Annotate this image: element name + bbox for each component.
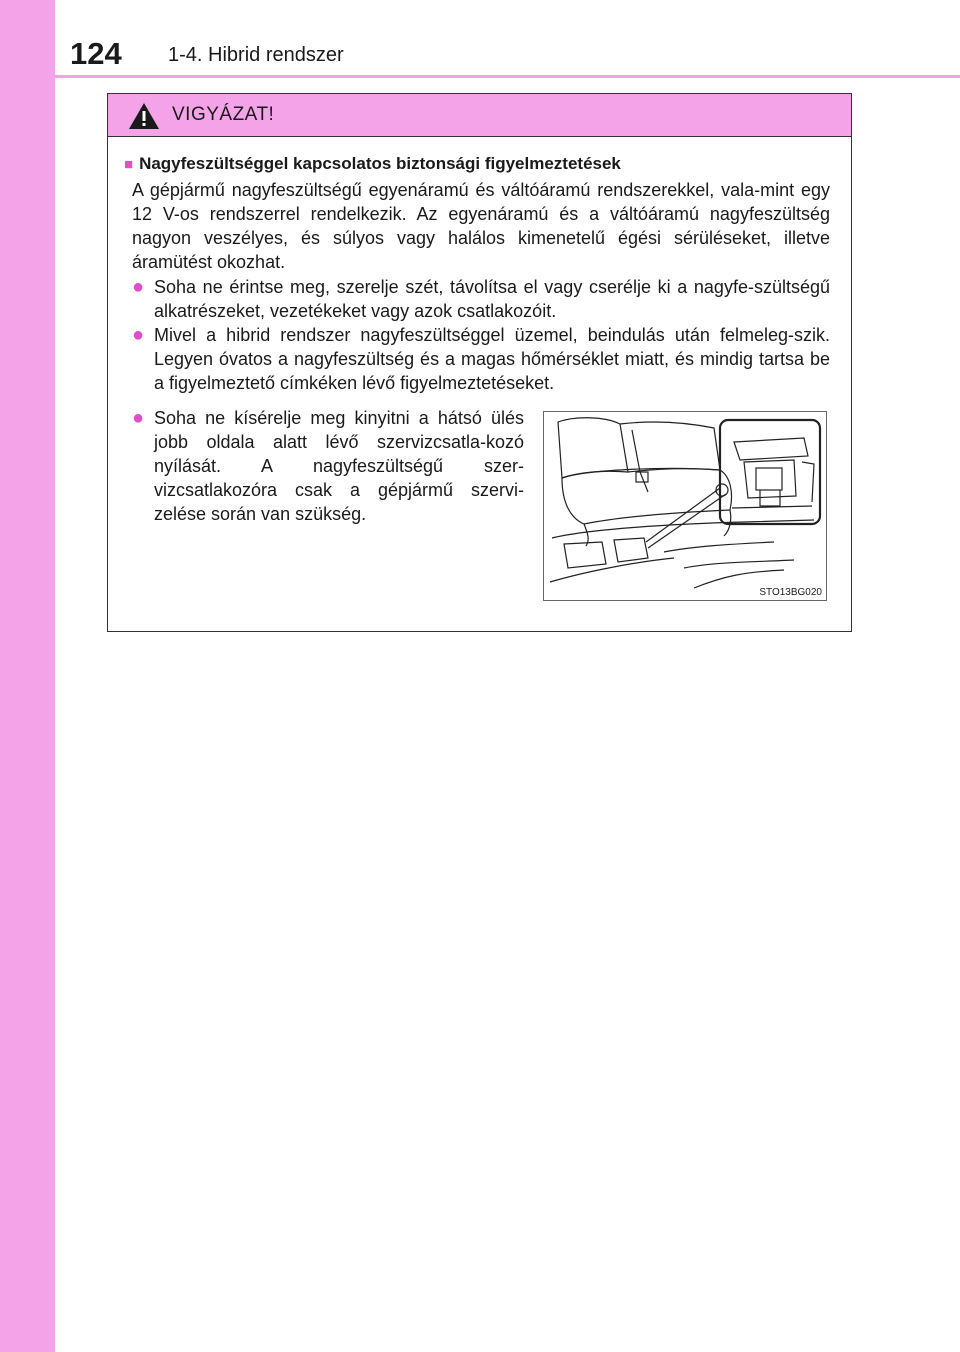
warning-header: [108, 94, 851, 137]
section-title: 1-4. Hibrid rendszer: [168, 44, 344, 66]
warning-heading-text: Nagyfeszültséggel kapcsolatos biztonsági figyelmeztetések: [139, 154, 621, 173]
bullet-item-3: [132, 406, 524, 526]
square-bullet-icon: ■: [124, 156, 134, 173]
service-plug-illustration: [543, 411, 827, 601]
warning-box: [107, 93, 852, 632]
warning-heading: [124, 154, 621, 174]
side-color-strip: [0, 0, 55, 1352]
illustration-code: STO13BG020: [759, 587, 822, 598]
warning-title: VIGYÁZAT!: [172, 104, 275, 125]
header-rule: [55, 75, 960, 78]
page-number: 124: [70, 36, 122, 71]
bullet-text-2: Mivel a hibrid rendszer nagyfeszültséggel üzemel, beindulás után felmeleg-szik. Legyen óvatos a nagyfeszültség és a magas hőmérséklet miatt, és mindig tartsa be a figyelmeztető címkéken lévő figyelmeztetéseket.: [154, 325, 830, 393]
bullet-text-3: Soha ne kísérelje meg kinyitni a hátsó ülés jobb oldala alatt lévő szervizcsatla-kozó nyílását. A nagyfeszültségű szer-vizcsatlakozóra csak a gépjármű szervi-zelése során van szükség.: [154, 408, 524, 524]
circle-bullet-icon: ●: [132, 407, 145, 429]
warning-triangle-icon: [128, 102, 160, 130]
circle-bullet-icon: ●: [132, 324, 145, 346]
bullet-item-1: [132, 275, 830, 323]
bullet-text-1: Soha ne érintse meg, szerelje szét, távolítsa el vagy cserélje ki a nagyfe-szültségű alkatrészeket, vezetékeket vagy azok csatlakozóit.: [154, 277, 830, 321]
warning-body: A gépjármű nagyfeszültségű egyenáramú és váltóáramú rendszerekkel, vala-mint egy 12 V-os rendszerrel rendelkezik. Az egyenáramú és a váltóáramú nagyfeszültség nagyon veszélyes, és súlyos vagy halálos kimenetelű égési sérüléseket, illetve áramütést okozhat.: [132, 180, 830, 272]
rear-seat-drawing: [544, 412, 826, 600]
circle-bullet-icon: ●: [132, 276, 145, 298]
bullet-item-2: [132, 323, 830, 395]
